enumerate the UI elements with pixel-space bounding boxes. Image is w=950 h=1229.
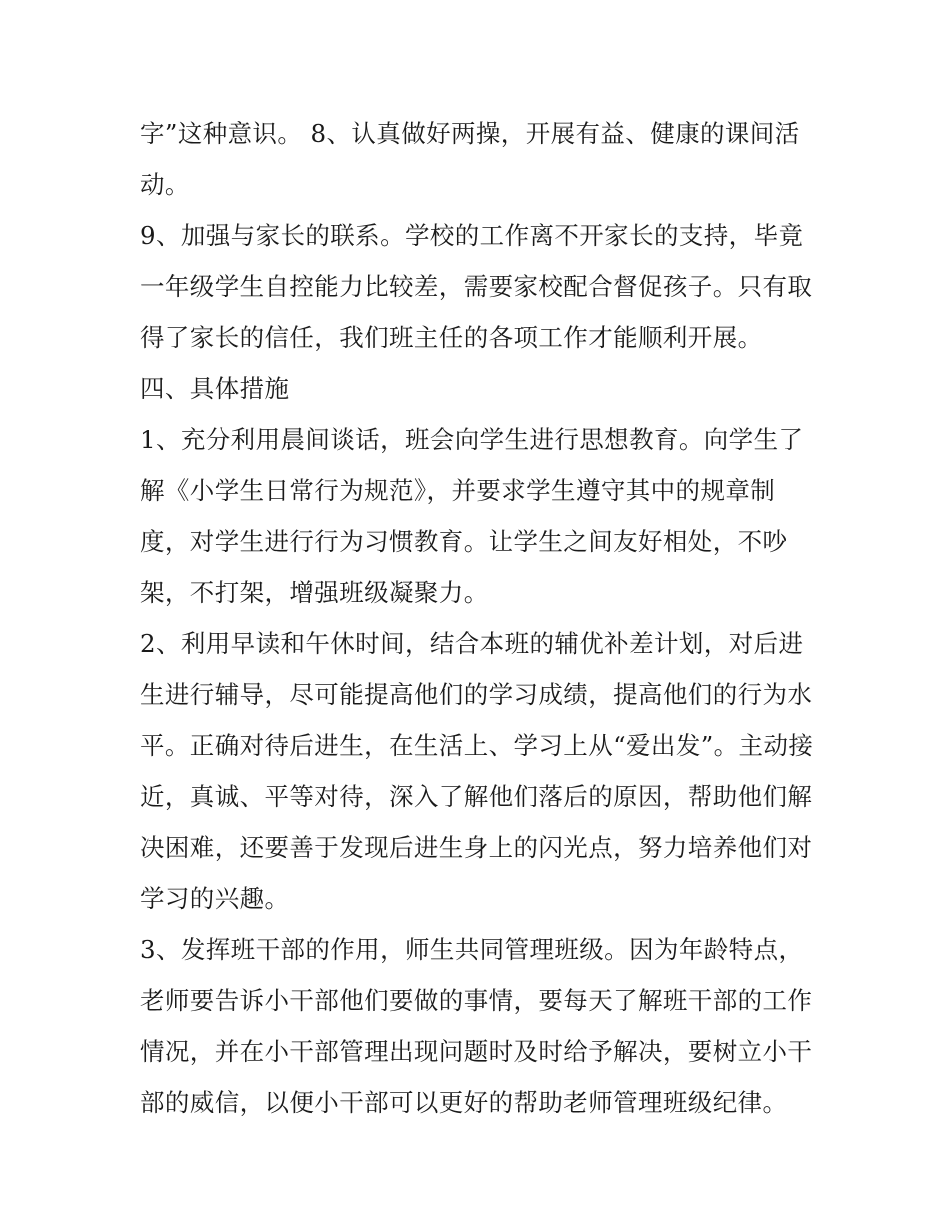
section-heading: 四、具体措施 [140,374,290,403]
text-line: 9、加强与家长的联系。学校的工作离不开家长的支持，毕竟 [140,221,804,250]
text-line: 架，不打架，增强班级凝聚力。 [140,578,489,607]
text-line: 1、充分利用晨间谈话，班会向学生进行思想教育。向学生了 [140,425,804,454]
document-body [140,108,820,1128]
text-line: 一年级学生自控能力比较差，需要家校配合督促孩子。只有取 [140,272,813,301]
text-line: 情况，并在小干部管理出现问题时及时给予解决，要树立小干 [140,1037,813,1066]
text-line: 字”这种意识。 8、认真做好两操，开展有益、健康的课间活 [140,119,800,148]
text-line: 动。 [140,170,190,199]
text-line: 老师要告诉小干部他们要做的事情，要每天了解班干部的工作 [140,986,813,1015]
text-line: 3、发挥班干部的作用，师生共同管理班级。因为年龄特点， [140,935,804,964]
text-line: 平。正确对待后进生，在生活上、学习上从“爱出发”。主动接 [140,731,814,760]
text-line: 生进行辅导，尽可能提高他们的学习成绩，提高他们的行为水 [140,680,813,709]
text-line: 近，真诚、平等对待，深入了解他们落后的原因，帮助他们解 [140,782,813,811]
text-line: 度，对学生进行行为习惯教育。让学生之间友好相处，不吵 [140,527,788,556]
text-line: 部的威信，以便小干部可以更好的帮助老师管理班级纪律。 [140,1088,788,1117]
text-line: 得了家长的信任，我们班主任的各项工作才能顺利开展。 [140,323,763,352]
text-line: 2、利用早读和午休时间，结合本班的辅优补差计划，对后进 [140,629,804,658]
text-line: 学习的兴趣。 [140,884,290,913]
text-line: 解《小学生日常行为规范》，并要求学生遵守其中的规章制 [140,476,776,505]
text-line: 决困难，还要善于发现后进生身上的闪光点，努力培养他们对 [140,833,813,862]
